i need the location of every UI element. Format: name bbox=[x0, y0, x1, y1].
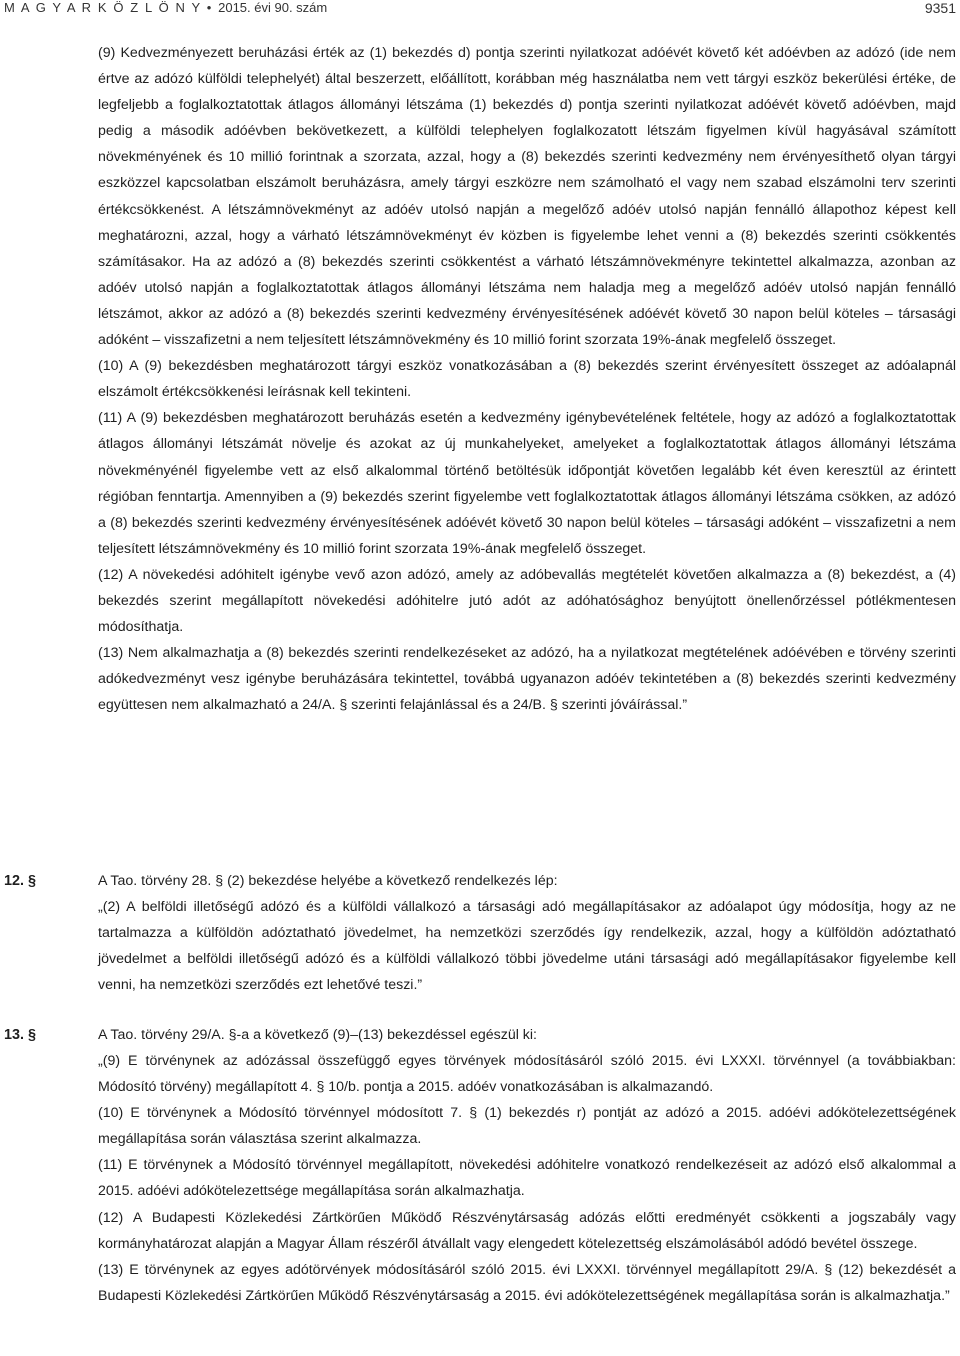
paragraph-10: (10) A (9) bekezdésben meghatározott tárgyi eszköz vonatkozásában a (8) bekezdés szerint érvényesített összeget az adóalapnál elszámolt értékcsökkenési leírásnak kell tekinteni. bbox=[98, 358, 956, 401]
continued-paragraphs bbox=[98, 40, 956, 718]
section-number: 13. § bbox=[4, 1027, 37, 1043]
amendment-paragraph-11: (11) E törvénynek a Módosító törvénnyel megállapított, növekedési adóhitelre vonatkozó rendelkezéseit az adózó első alkalommal a 2015. adóévi adókötelezettsége megállapítása során alkalmazhatja. bbox=[98, 1157, 956, 1200]
section-body bbox=[98, 1048, 956, 1309]
amendment-paragraph-9: „(9) E törvénynek az adózással összefüggő egyes törvények módosításáról szóló 2015. évi LXXXI. törvénnyel (a továbbiakban: Módosító törvény) megállapított 4. § 10/b. pontja a 2015. adóév vonatkozásában is alkalmazandó. bbox=[98, 1053, 956, 1096]
paragraph-13: (13) Nem alkalmazhatja a (8) bekezdés szerinti rendelkezéseket az adózó, ha a nyilatkozat megtételének adóévében e törvény szerinti adókedvezményt vesz igénybe beruházására tekintettel, továbbá ugyanazon adóév tekintetében a (8) bekezdés szerinti kedvezmény együttesen nem alkalmazható a 24/A. § szerinti felajánlással és a 24/B. § szerinti jóváírással.” bbox=[98, 645, 956, 714]
journal-name: M A G Y A R K Ö Z L Ö N Y • bbox=[4, 0, 213, 15]
section-number: 12. § bbox=[4, 873, 37, 889]
section-heading: A Tao. törvény 28. § (2) bekezdése helyébe a következő rendelkezés lép: bbox=[98, 873, 558, 889]
section-body bbox=[98, 894, 956, 998]
paragraph-9: (9) Kedvezményezett beruházási érték az (1) bekezdés d) pontja szerinti nyilatkozat adóévét követő két adóévben az adózó (ide nem értve az adózó külföldi telephelyét) által beszerzett, előállított, korábban még használatba nem vett tárgyi eszköz bekerülési értéke, de legfeljebb a foglalkoztatottak átlagos állományi létszáma (1) bekezdés d) pontja szerinti nyilatkozat adóévét követő adóévben, majd pedig a második adóévben bekövetkezett, a külföldi telephelyen foglalkozatott létszám figyelmen kívül hagyásával számított növekményének és 10 millió forintnak a szorzata, azzal, hogy a (8) bekezdés szerinti kedvezmény nem érvényesíthető olyan tárgyi eszközzel kapcsolatban elszámolt beruházásra, amely tárgyi eszközre nem számolható el vagy nem szabad elszámolni terv szerinti értékcsökkenést. A létszámnövekményt az adóév utolsó napján a megelőző adóév utolsó napján fennálló állapothoz képest kell meghatározni, azzal, hogy a várható létszámnövekményt év közben is figyelembe lehet venni a (8) bekezdés szerinti csökkentés számításakor. Ha az adózó a (8) bekezdés szerinti csökkentést a várható létszámnövekményre tekintettel alkalmazza, azonban az adóév utolsó napján a foglalkoztatottak átlagos állományi létszáma nem haladja meg a megelőző adóév utolsó napján fennálló létszámot, akkor az adózó a (8) bekezdés szerinti kedvezmény érvényesítésének adóévét követő 30 napon belül köteles – társasági adóként – visszafizetni a nem teljesített létszámnövekmény és 10 millió forint szorzata 19%-ának megfelelő összeget. bbox=[98, 45, 956, 349]
paragraph-12: (12) A növekedési adóhitelt igénybe vevő azon adózó, amely az adóbevallás megtételét követően alkalmazza a (8) bekezdést, a (4) bekezdés szerint megállapított növekedési adóhitelre jutó adót az adóhatósághoz benyújtott önellenőrzéssel pótlékmentesen módosíthatja. bbox=[98, 566, 956, 636]
journal-title bbox=[4, 0, 327, 15]
section-heading: A Tao. törvény 29/A. §-a a következő (9)–(13) bekezdéssel egészül ki: bbox=[98, 1027, 537, 1043]
amendment-paragraph-10: (10) E törvénynek a Módosító törvénnyel módosított 7. § (1) bekezdés r) pontját az adózó a 2015. adóévi adókötelezettségének megállapítása során választása szerint alkalmazza. bbox=[98, 1105, 956, 1148]
amendment-text: „(2) A belföldi illetőségű adózó és a külföldi vállalkozó a társasági adó megállapításakor az adóalapot úgy módosítja, hogy az ne tartalmazza a külföldön adóztatható jövedelmet, ha nemzetközi szerződés így rendelkezik, azzal, hogy a külföldön adóztatható jövedelmet a belföldi illetőségű adózó és a külföldi vállalkozó többi jövedelme utáni társasági adó megállapításakor figyelembe kell venni, ha nemzetközi szerződés ezt lehetővé teszi.” bbox=[98, 899, 956, 994]
issue-label: 2015. évi 90. szám bbox=[218, 0, 328, 15]
page-header bbox=[0, 0, 960, 18]
page-number: 9351 bbox=[924, 0, 956, 16]
amendment-paragraph-13: (13) E törvénynek az egyes adótörvények módosításáról szóló 2015. évi LXXXI. törvénnyel megállapított 29/A. § (12) bekezdését a Budapesti Közlekedési Zártkörűen Működő Részvénytársaság a 2015. évi adókötelezettségének megállapítása során is alkalmazhatja.” bbox=[98, 1261, 956, 1304]
paragraph-11: (11) A (9) bekezdésben meghatározott beruházás esetén a kedvezmény igénybevételének feltétele, hogy az adózó a foglalkoztatottak átlagos állományi létszámát növelje és azokat az új munkahelyeket, amelyeket a foglalkoztatottak átlagos állományi létszáma növekményénél figyelembe vett az első alkalommal történő betöltésük időpontját követően legalább két éven keresztül az érintett régióban fenntartja. Amennyiben a (9) bekezdés szerint figyelembe vett foglalkoztatottak átlagos állományi létszáma csökken, az adózó a (8) bekezdés szerinti kedvezmény érvényesítésének adóévét követő 30 napon belül köteles – társasági adóként – visszafizetni a nem teljesített létszámnövekmény és 10 millió forint szorzata 19%-ának megfelelő összeget. bbox=[98, 410, 956, 557]
amendment-paragraph-12: (12) A Budapesti Közlekedési Zártkörűen Működő Részvénytársaság adózás előtti eredményét csökkenti a jogszabály vagy kormányhatározat alapján a Magyar Állam részéről átvállalt vagy elengedett kötelezettség elszámolásából adódó bevétel összege. bbox=[98, 1209, 956, 1252]
